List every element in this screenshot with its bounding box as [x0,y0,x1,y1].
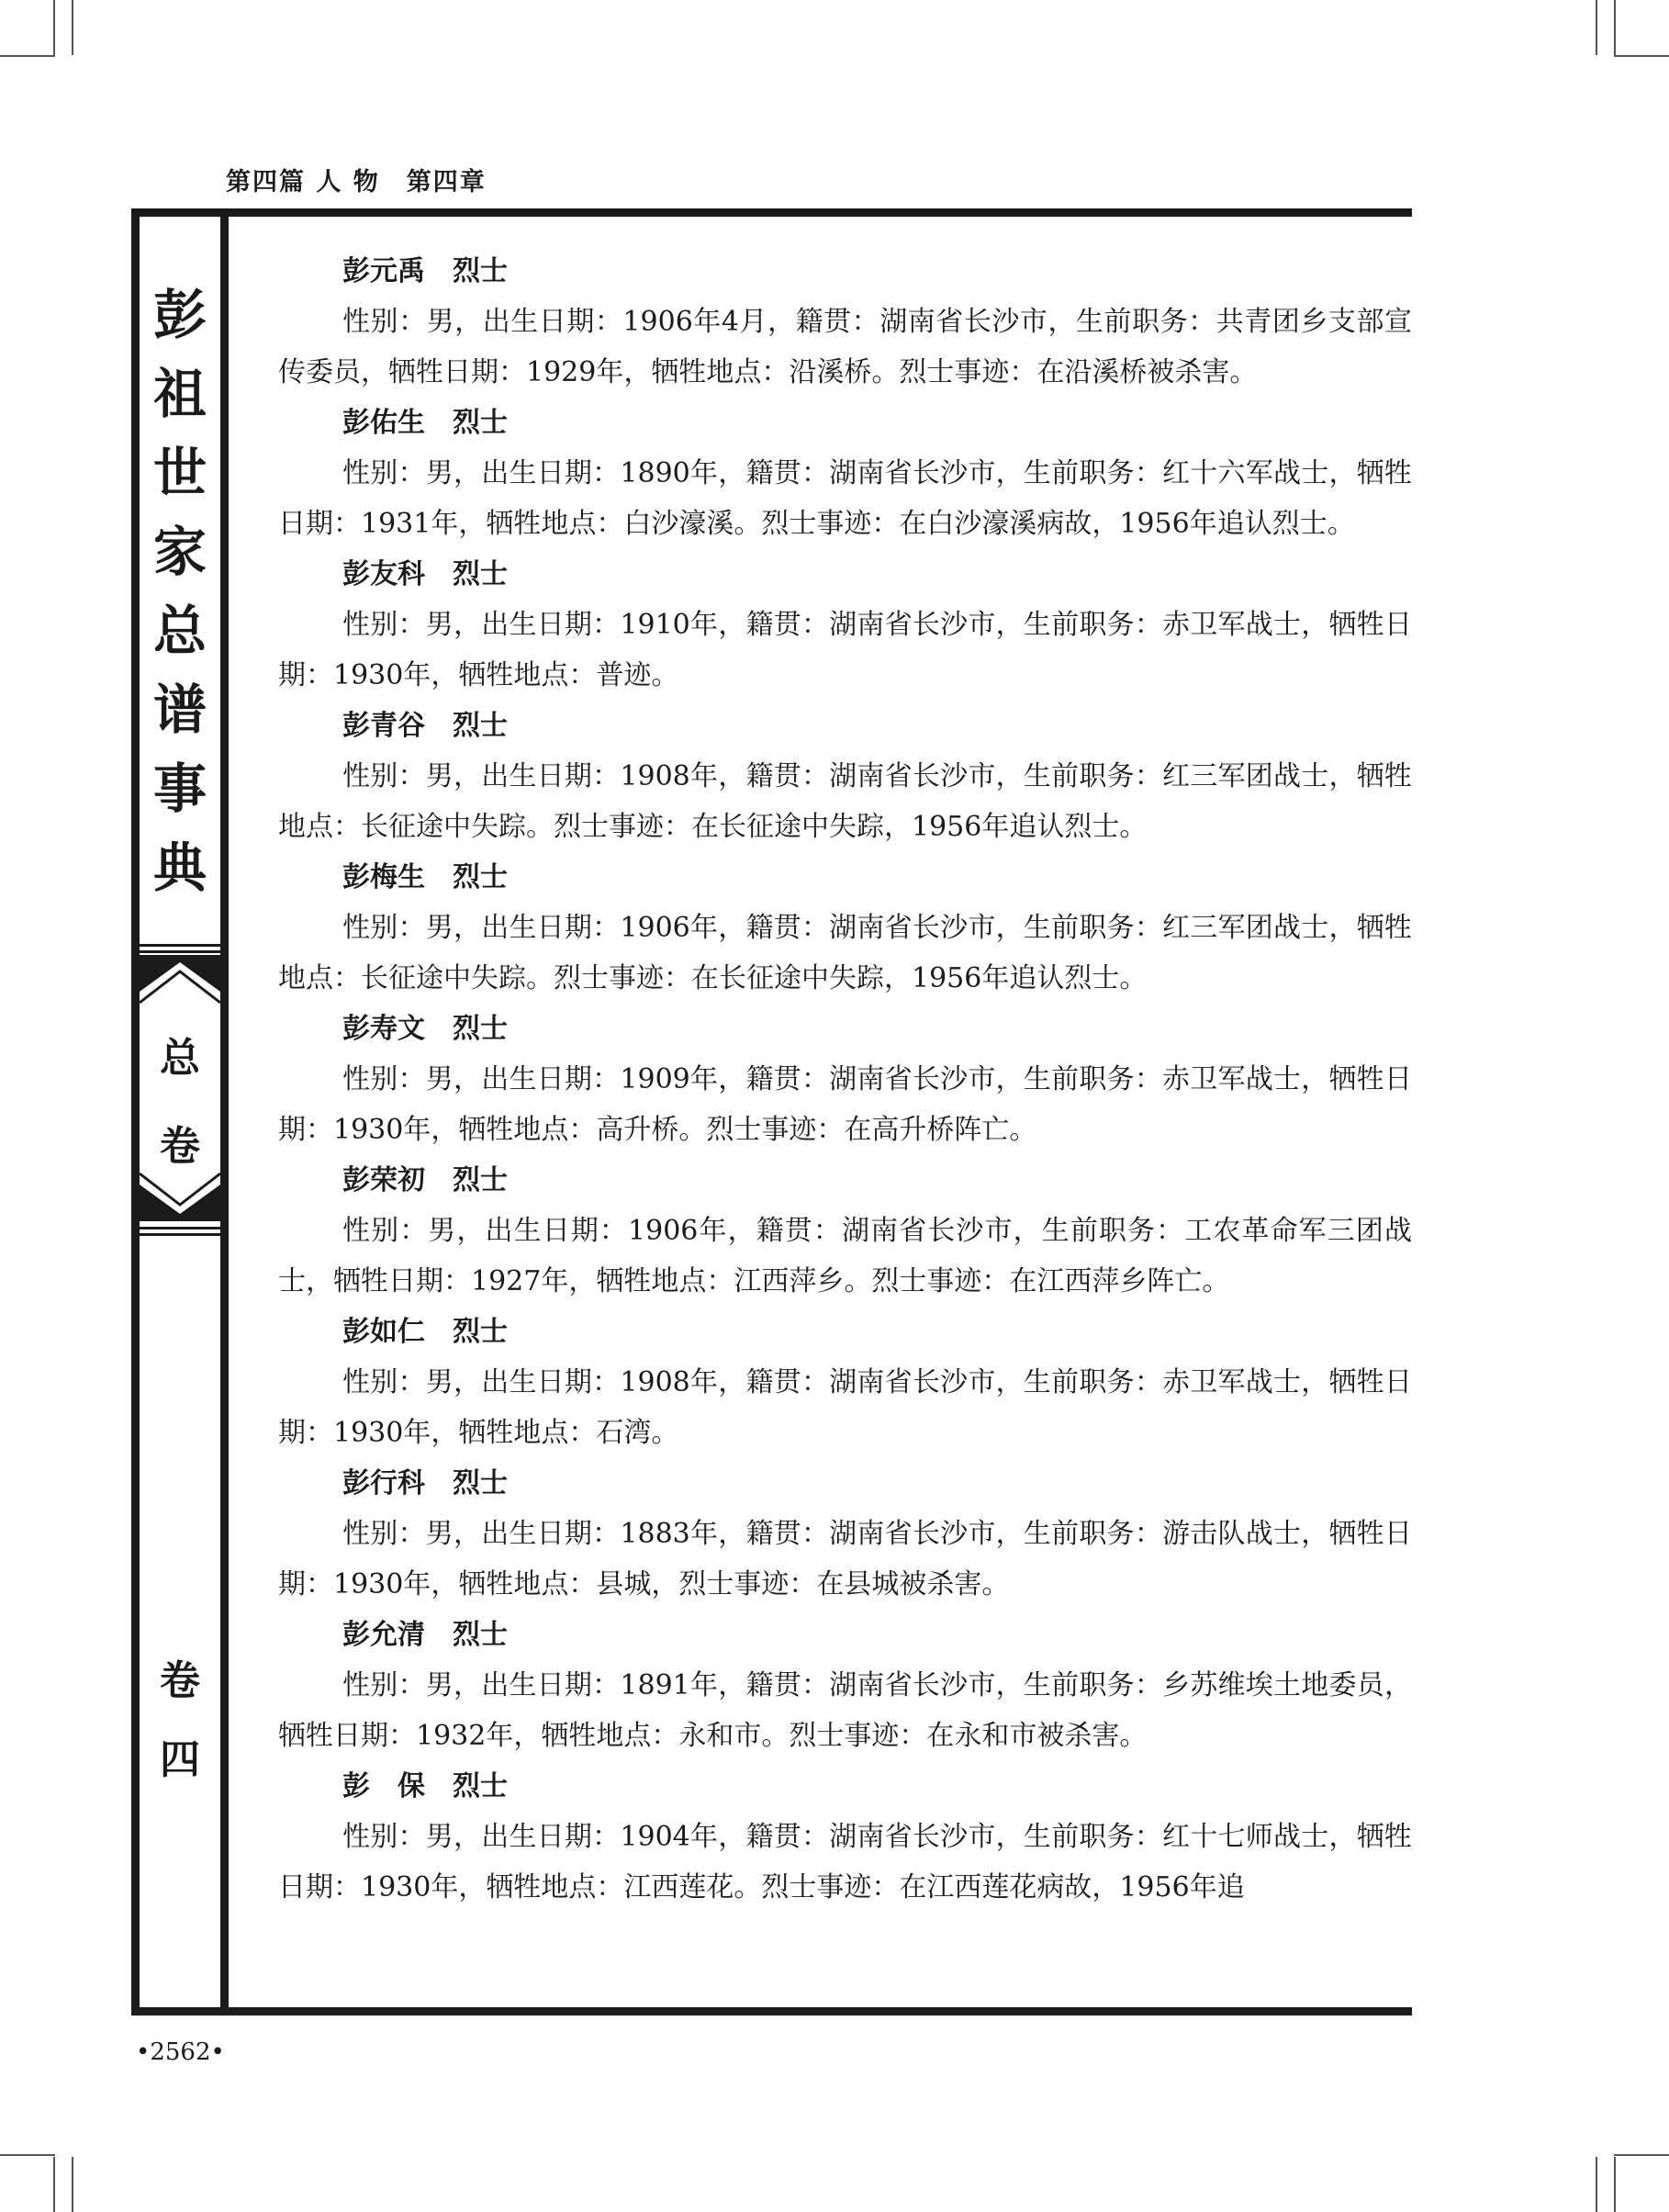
entry-body: 性别：男，出生日期：1883年，籍贯：湖南省长沙市，生前职务：游击队战士，牺牲日期：1930年，牺牲地点：县城，烈士事迹：在县城被杀害。 [278,1518,1412,1600]
spine-title-char: 家 [152,521,207,583]
entry-name: 彭寿文 烈士 [342,1013,508,1045]
entry-body: 性别：男，出生日期：1891年，籍贯：湖南省长沙市，生前职务：乡苏维埃土地委员，牺牲日期：1932年，牺牲地点：永和市。烈士事迹：在永和市被杀害。 [278,1669,1412,1752]
crop-mark [1614,0,1616,55]
spine-title-char: 祖 [152,363,207,425]
entry-name: 彭元禹 烈士 [342,255,508,287]
crop-mark [1614,2154,1669,2156]
spine-book-title [140,275,220,907]
page-number: •2562• [136,2038,225,2066]
crop-mark [53,2157,55,2212]
entry-body: 性别：男，出生日期：1908年，籍贯：湖南省长沙市，生前职务：红三军团战士，牺牲地点：长征途中失踪。烈士事迹：在长征途中失踪，1956年追认烈士。 [278,760,1412,843]
entry-body: 性别：男，出生日期：1909年，籍贯：湖南省长沙市，生前职务：赤卫军战士，牺牲日期：1930年，牺牲地点：高升桥。烈士事迹：在高升桥阵亡。 [278,1063,1412,1146]
spine-outer-rule [131,208,140,2016]
spine-section-char: 卷 [160,1123,200,1170]
entry-body: 性别：男，出生日期：1908年，籍贯：湖南省长沙市，生前职务：赤卫军战士，牺牲日期：1930年，牺牲地点：石湾。 [278,1366,1412,1449]
entry-name: 彭友科 烈士 [342,558,508,590]
entry-body: 性别：男，出生日期：1906年4月，籍贯：湖南省长沙市，生前职务：共青团乡支部宣传委员，牺牲日期：1929年，牺牲地点：沿溪桥。烈士事迹：在沿溪桥被杀害。 [278,306,1412,388]
entry-name: 彭荣初 烈士 [342,1164,508,1196]
entry-list [278,246,1412,1913]
spine-title-char: 总 [152,600,207,662]
entry-body: 性别：男，出生日期：1906年，籍贯：湖南省长沙市，生前职务：红三军团战士，牺牲地点：长征途中失踪。烈士事迹：在长征途中失踪，1956年追认烈士。 [278,912,1412,994]
crop-mark [1614,2157,1616,2212]
spine-volume-label [140,1642,220,1800]
entry-name: 彭行科 烈士 [342,1467,508,1499]
spine-divider [140,1227,220,1230]
entry-body: 性别：男，出生日期：1890年，籍贯：湖南省长沙市，生前职务：红十六军战士，牺牲日期：1931年，牺牲地点：白沙濠溪。烈士事迹：在白沙濠溪病故，1956年追认烈士。 [278,457,1412,540]
spine-title-char: 世 [152,442,207,504]
spine-inner-rule [220,208,229,2016]
crop-mark [1614,55,1669,57]
crop-mark [0,55,55,57]
entry-body: 性别：男，出生日期：1910年，籍贯：湖南省长沙市，生前职务：赤卫军战士，牺牲日期：1930年，牺牲地点：普迹。 [278,609,1412,691]
spine-section-char: 总 [160,1035,200,1082]
entry-name: 彭如仁 烈士 [342,1316,508,1348]
crop-mark [0,2154,55,2156]
entry-body: 性别：男，出生日期：1904年，籍贯：湖南省长沙市，生前职务：红十七师战士，牺牲日期：1930年，牺牲地点：江西莲花。烈士事迹：在江西莲花病故，1956年追 [278,1821,1412,1903]
crop-mark [72,0,73,55]
spine-title-char: 彭 [152,284,207,346]
crop-mark [53,0,55,55]
entry-name: 彭佑生 烈士 [342,407,508,439]
spine-section-label [140,1015,220,1191]
spine-volume-char: 四 [160,1736,200,1783]
entry-name: 彭梅生 烈士 [342,861,508,893]
spine-title-char: 典 [152,837,207,899]
spine-divider [140,950,220,953]
entry-name: 彭青谷 烈士 [342,710,508,742]
entry-name: 彭 保 烈士 [342,1770,508,1802]
frame-bottom-rule [131,2007,1412,2016]
entry-name: 彭允清 烈士 [342,1619,508,1651]
crop-mark [1596,2157,1597,2212]
running-header: 第四篇 人 物 第四章 [226,168,487,196]
crop-mark [1596,0,1597,55]
entry-body: 性别：男，出生日期：1906年，籍贯：湖南省长沙市，生前职务：工农革命军三团战士，牺牲日期：1927年，牺牲地点：江西萍乡。烈士事迹：在江西萍乡阵亡。 [278,1215,1412,1297]
spine-divider [140,1233,220,1236]
spine-title-char: 谱 [152,679,207,741]
spine-volume-char: 卷 [160,1657,200,1704]
frame-top-rule [131,208,1412,217]
spine-title-char: 事 [152,758,207,820]
spine-divider [140,944,220,947]
crop-mark [72,2157,73,2212]
